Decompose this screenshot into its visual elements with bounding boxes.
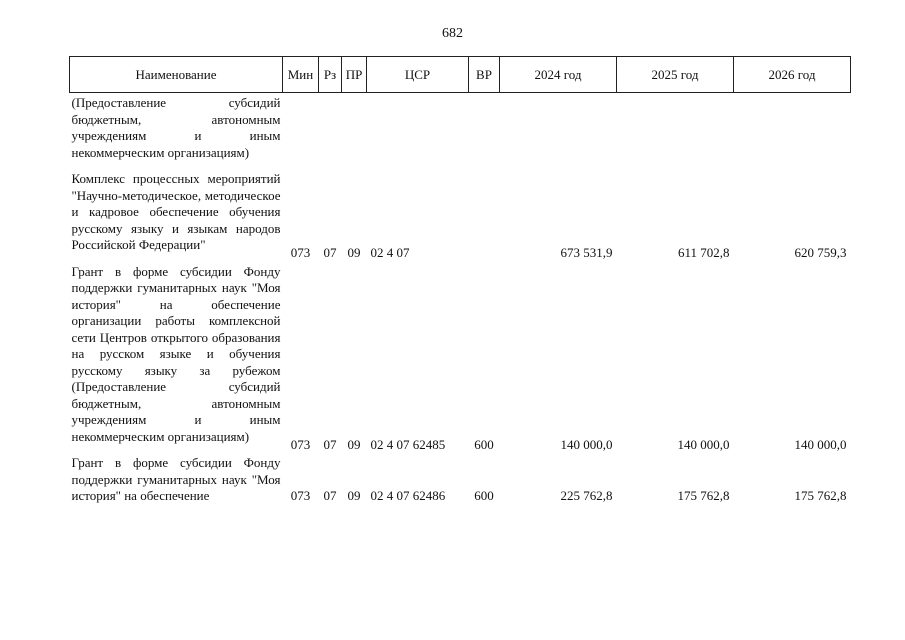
row-name: Комплекс процессных мероприятий "Научно-методическое, методическое и кадровое обеспечение обучения русскому языку и языкам народов Российской Федерации" <box>71 171 281 252</box>
table-row <box>70 93 851 170</box>
row-2025: 611 702,8 <box>677 245 730 260</box>
row-2025: 175 762,8 <box>677 488 730 503</box>
row-2024 <box>500 93 617 170</box>
row-2026: 140 000,0 <box>794 436 847 452</box>
row-name: Грант в форме субсидии Фонду поддержки гуманитарных наук "Моя история" на обеспечение организации работы комплексной сети Центров открытого образования на русском языке и обучения русскому языку за рубежом (Предоставление субсидий бюджетным, автономным учреждениям и иным некоммерческим организациям) <box>71 263 281 444</box>
header-pr: ПР <box>342 57 367 93</box>
row-csr <box>367 93 469 170</box>
row-vr: 600 <box>474 436 494 452</box>
row-rz: 07 <box>323 245 337 260</box>
header-2024: 2024 год <box>500 57 617 93</box>
row-2024: 140 000,0 <box>560 436 613 452</box>
header-name: Наименование <box>70 57 283 93</box>
budget-table <box>69 56 851 505</box>
row-pr: 09 <box>347 488 361 503</box>
row-pr: 09 <box>347 436 361 452</box>
header-vr: ВР <box>469 57 500 93</box>
header-rz: Рз <box>319 57 342 93</box>
row-rz <box>319 93 342 170</box>
row-2025 <box>617 93 734 170</box>
row-2026 <box>734 93 851 170</box>
header-min: Мин <box>283 57 319 93</box>
row-rz: 07 <box>323 488 337 503</box>
row-min: 073 <box>290 436 311 452</box>
row-csr: 02 4 07 <box>370 245 410 260</box>
row-min <box>283 93 319 170</box>
row-csr: 02 4 07 62486 <box>370 488 446 503</box>
row-csr: 02 4 07 62485 <box>370 436 446 452</box>
row-2026: 175 762,8 <box>794 488 847 503</box>
page-number: 682 <box>442 26 463 41</box>
table-row <box>70 169 851 262</box>
header-2025: 2025 год <box>617 57 734 93</box>
header-2026: 2026 год <box>734 57 851 93</box>
row-pr <box>342 93 367 170</box>
table-header-row <box>70 57 851 93</box>
row-2026: 620 759,3 <box>794 245 847 260</box>
row-min: 073 <box>290 488 311 503</box>
row-min: 073 <box>290 245 311 260</box>
row-vr <box>469 169 500 262</box>
table-row <box>70 262 851 454</box>
row-name: Грант в форме субсидии Фонду поддержки гуманитарных наук "Моя история" на обеспечение <box>71 455 281 503</box>
header-csr: ЦСР <box>367 57 469 93</box>
table-row <box>70 453 851 505</box>
row-2024: 225 762,8 <box>560 488 613 503</box>
row-pr: 09 <box>347 245 361 260</box>
row-2025: 140 000,0 <box>677 436 730 452</box>
row-vr <box>469 93 500 170</box>
row-name: (Предоставление субсидий бюджетным, автономным учреждениям и иным некоммерческим организациям) <box>71 95 281 160</box>
row-2024: 673 531,9 <box>560 245 613 260</box>
row-vr: 600 <box>474 488 494 503</box>
row-rz: 07 <box>323 436 337 452</box>
